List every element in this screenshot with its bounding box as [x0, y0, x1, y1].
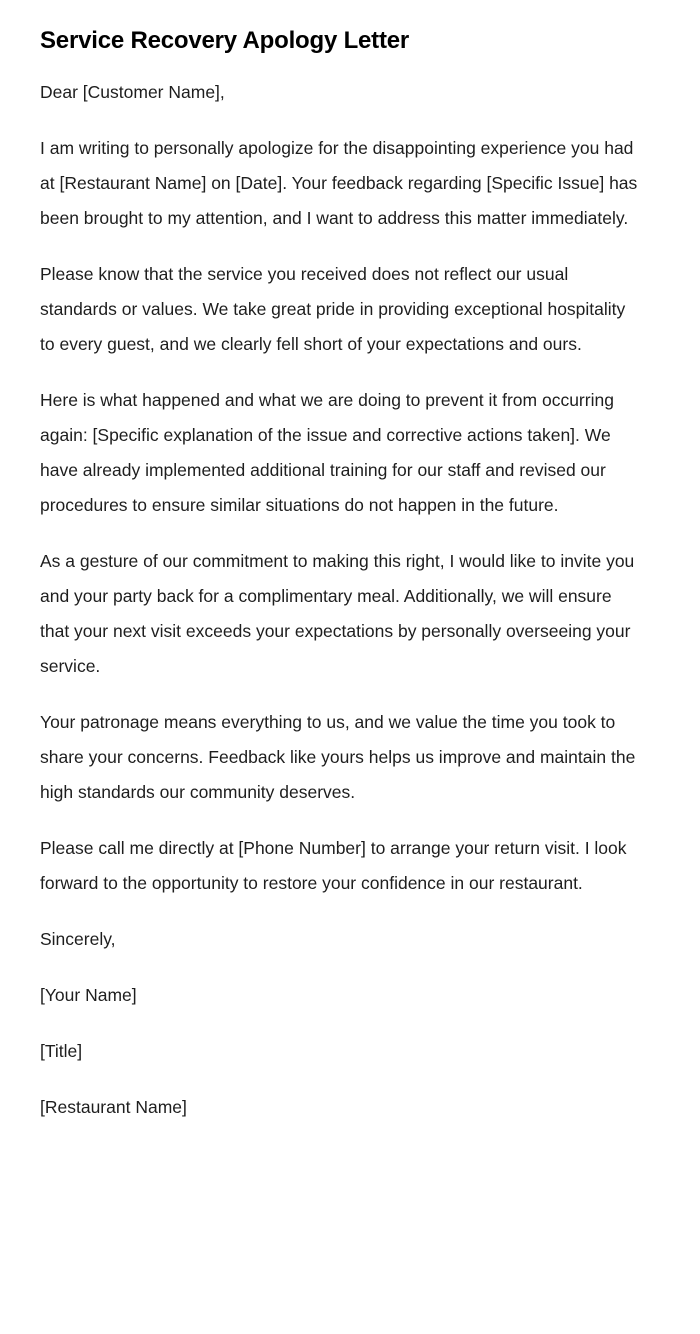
- letter-paragraph-gesture: As a gesture of our commitment to making this right, I would like to invite you and your party back for a complimentary meal. Additionally, we will ensure that your next visit exceeds your expectations by personally overseeing your service.: [40, 551, 635, 676]
- letter-title: Service Recovery Apology Letter: [40, 27, 410, 54]
- salutation: Dear [Customer Name],: [40, 82, 225, 102]
- letter-paragraph-apology: I am writing to personally apologize for the disappointing experience you had at [Restaurant Name] on [Date]. Your feedback regarding [Specific Issue] has been brought to my attention, and I want to address this matter immediately.: [40, 138, 638, 228]
- letter-paragraph-patronage: Your patronage means everything to us, and we value the time you took to share your concerns. Feedback like yours helps us improve and maintain the high standards our community deserves.: [40, 712, 636, 802]
- letter-paragraph-contact: Please call me directly at [Phone Number] to arrange your return visit. I look forward to the opportunity to restore your confidence in our restaurant.: [40, 838, 627, 893]
- signature-name: [Your Name]: [40, 985, 137, 1005]
- letter-paragraph-standards: Please know that the service you received does not reflect our usual standards or values. We take great pride in providing exceptional hospitality to every guest, and we clearly fell short of your expectations and ours.: [40, 264, 626, 354]
- letter-paragraph-explanation: Here is what happened and what we are doing to prevent it from occurring again: [Specific explanation of the issue and corrective actions taken]. We have already implemented additional training for our staff and revised our procedures to ensure similar situations do not happen in the future.: [40, 390, 614, 515]
- signature-title: [Title]: [40, 1041, 83, 1061]
- signature-restaurant: [Restaurant Name]: [40, 1097, 187, 1117]
- closing: Sincerely,: [40, 929, 116, 949]
